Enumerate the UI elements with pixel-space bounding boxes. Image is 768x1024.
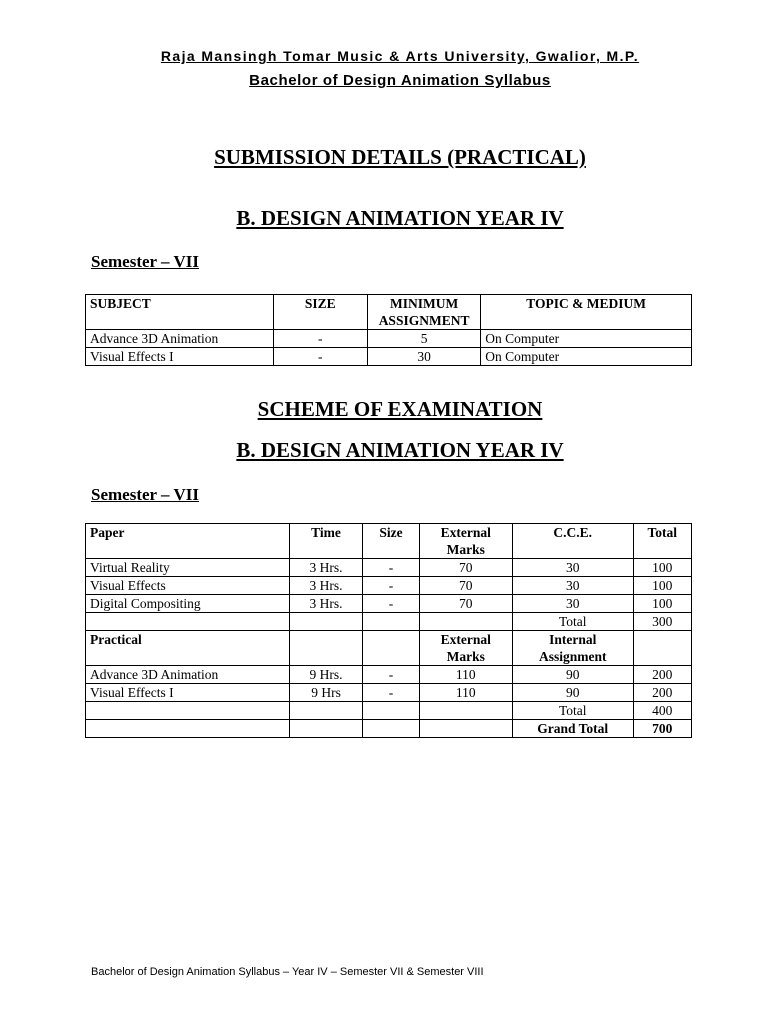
- table-cell: [419, 613, 512, 631]
- table-row: [86, 666, 692, 684]
- total-label: Total: [512, 702, 633, 720]
- table-cell: Visual Effects: [86, 577, 290, 595]
- table-cell: [289, 720, 363, 738]
- table-cell: [289, 702, 363, 720]
- table-cell: 70: [419, 577, 512, 595]
- table-cell: -: [363, 577, 419, 595]
- submission-semester: Semester – VII: [91, 252, 199, 271]
- table-cell: 100: [633, 595, 691, 613]
- table-cell: Digital Compositing: [86, 595, 290, 613]
- table-cell: [419, 720, 512, 738]
- table-cell: 3 Hrs.: [289, 577, 363, 595]
- column-header: SUBJECT: [86, 295, 274, 330]
- grand-total-value: 700: [633, 720, 691, 738]
- table-cell: 5: [367, 330, 480, 348]
- grand-total-label: Grand Total: [512, 720, 633, 738]
- table-cell: [363, 702, 419, 720]
- practical-label: Practical: [86, 631, 290, 666]
- table-row: [86, 559, 692, 577]
- column-header: C.C.E.: [512, 524, 633, 559]
- table-cell: [363, 613, 419, 631]
- table-cell: 30: [512, 559, 633, 577]
- table-cell: 200: [633, 684, 691, 702]
- table-cell: [289, 631, 363, 666]
- table-row: [86, 348, 692, 366]
- table-cell: -: [273, 330, 367, 348]
- table-cell: 90: [512, 666, 633, 684]
- table-row: [86, 595, 692, 613]
- table-cell: 70: [419, 595, 512, 613]
- page-footer: Bachelor of Design Animation Syllabus – Year IV – Semester VII & Semester VIII: [91, 966, 484, 978]
- column-header: External Marks: [419, 524, 512, 559]
- table-row: [86, 684, 692, 702]
- column-header: External Marks: [419, 631, 512, 666]
- table-cell: 3 Hrs.: [289, 595, 363, 613]
- table-cell: -: [363, 595, 419, 613]
- practical-header-row: [86, 631, 692, 666]
- table-cell: -: [363, 666, 419, 684]
- table-cell: -: [363, 684, 419, 702]
- table-row: [86, 577, 692, 595]
- scheme-semester: Semester – VII: [91, 485, 199, 504]
- table-cell: 30: [367, 348, 480, 366]
- column-header: Total: [633, 524, 691, 559]
- table-cell: -: [363, 559, 419, 577]
- table-cell: On Computer: [481, 348, 692, 366]
- column-header: MINIMUM ASSIGNMENT: [367, 295, 480, 330]
- scheme-table: [85, 523, 692, 738]
- theory-total-row: [86, 613, 692, 631]
- table-cell: Visual Effects I: [86, 684, 290, 702]
- table-cell: 100: [633, 559, 691, 577]
- table-cell: 9 Hrs.: [289, 666, 363, 684]
- scheme-year-title: B. DESIGN ANIMATION YEAR IV: [236, 438, 564, 462]
- table-cell: -: [273, 348, 367, 366]
- column-header: SIZE: [273, 295, 367, 330]
- table-cell: [363, 631, 419, 666]
- table-cell: Advance 3D Animation: [86, 330, 274, 348]
- table-cell: 100: [633, 577, 691, 595]
- submission-table: [85, 294, 692, 366]
- submission-title: SUBMISSION DETAILS (PRACTICAL): [214, 145, 586, 169]
- total-label: Total: [512, 613, 633, 631]
- table-cell: 70: [419, 559, 512, 577]
- table-cell: Advance 3D Animation: [86, 666, 290, 684]
- scheme-title: SCHEME OF EXAMINATION: [257, 397, 543, 421]
- table-cell: [86, 720, 290, 738]
- table-cell: 30: [512, 577, 633, 595]
- table-cell: 9 Hrs: [289, 684, 363, 702]
- column-header: Time: [289, 524, 363, 559]
- column-header: TOPIC & MEDIUM: [481, 295, 692, 330]
- university-header: Raja Mansingh Tomar Music & Arts University, Gwalior, M.P.: [160, 48, 640, 64]
- table-cell: [86, 613, 290, 631]
- table-cell: [419, 702, 512, 720]
- table-header-row: [86, 295, 692, 330]
- table-cell: 200: [633, 666, 691, 684]
- table-cell: [633, 631, 691, 666]
- table-cell: [289, 613, 363, 631]
- submission-year-title: B. DESIGN ANIMATION YEAR IV: [236, 206, 564, 230]
- table-cell: [363, 720, 419, 738]
- table-cell: 3 Hrs.: [289, 559, 363, 577]
- table-cell: 90: [512, 684, 633, 702]
- total-value: 400: [633, 702, 691, 720]
- column-header: Size: [363, 524, 419, 559]
- total-value: 300: [633, 613, 691, 631]
- grand-total-row: [86, 720, 692, 738]
- table-cell: Virtual Reality: [86, 559, 290, 577]
- table-header-row: [86, 524, 692, 559]
- table-row: [86, 330, 692, 348]
- table-cell: Visual Effects I: [86, 348, 274, 366]
- table-cell: On Computer: [481, 330, 692, 348]
- syllabus-header: Bachelor of Design Animation Syllabus: [249, 72, 551, 89]
- column-header: Paper: [86, 524, 290, 559]
- table-cell: [86, 702, 290, 720]
- table-cell: 110: [419, 684, 512, 702]
- column-header: Internal Assignment: [512, 631, 633, 666]
- practical-total-row: [86, 702, 692, 720]
- table-cell: 30: [512, 595, 633, 613]
- table-cell: 110: [419, 666, 512, 684]
